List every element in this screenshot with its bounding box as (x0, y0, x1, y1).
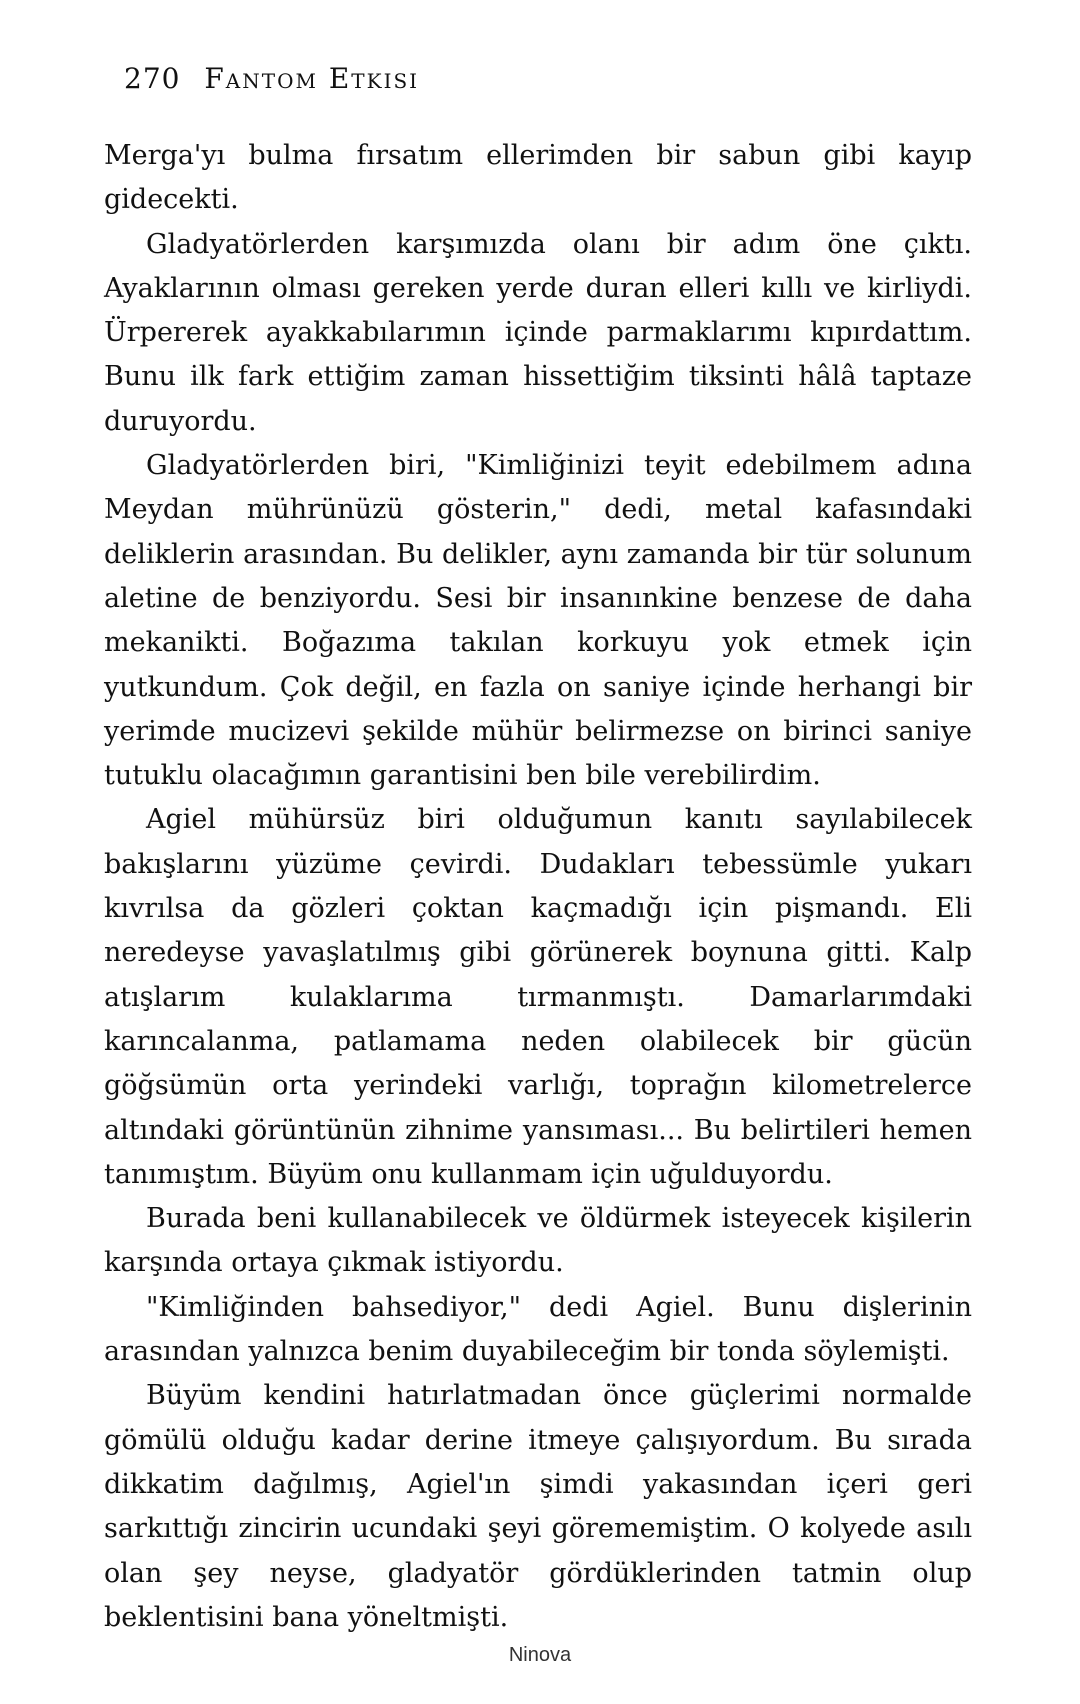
paragraph-2: Gladyatörlerden karşımızda olanı bir adım öne çıktı. Ayaklarının olması gereken yerde duran elleri kıllı ve kirliydi. Ürpererek ayakkabılarımın içinde parmaklarımı kıpırdattım. Bunu ilk fark ettiğim zaman hissettiğim tiksinti hâlâ taptaze duruyordu. (104, 228, 972, 437)
page-number: 270 (124, 62, 181, 95)
book-title: Fantom Etkisi (204, 62, 420, 95)
running-header (124, 62, 419, 95)
paragraph-1: Merga'yı bulma fırsatım ellerimden bir sabun gibi kayıp gidecekti. (104, 140, 972, 216)
paragraph-7: Büyüm kendini hatırlatmadan önce güçlerimi normalde gömülü olduğu kadar derine itmeye çalışıyordum. Bu sırada dikkatim dağılmış, Agiel'ın şimdi yakasından içeri geri sarkıttığı zincirin ucundaki şeyi görememiştim. O kolyede asılı olan şey neyse, gladyatör gördüklerinden tatmin olup beklentisini bana yöneltmişti. (104, 1380, 972, 1633)
paragraph-6: "Kimliğinden bahsediyor," dedi Agiel. Bunu dişlerinin arasından yalnızca benim duyabileceğim bir tonda söylemişti. (104, 1291, 972, 1368)
paragraph-4: Agiel mühürsüz biri olduğumun kanıtı sayılabilecek bakışlarını yüzüme çevirdi. Dudakları tebessümle yukarı kıvrılsa da gözleri çoktan kaçmadığı için pişmandı. Eli neredeyse yavaşlatılmış gibi görünerek boynuna gitti. Kalp atışlarım kulaklarıma tırmanmıştı. Damarlarımdaki karıncalanma, patlamama neden olabilecek bir gücün göğsümün orta yerindeki varlığı, toprağın kilometrelerce altındaki görüntünün zihnime yansıması... Bu belirtileri hemen tanımıştım. Büyüm onu kullanmam için uğulduyordu. (104, 804, 972, 1190)
paragraph-3: Gladyatörlerden biri, "Kimliğinizi teyit edebilmem adına Meydan mührünüzü gösterin," dedi, metal kafasındaki deliklerin arasından. Bu delikler, aynı zamanda bir tür solunum aletine de benziyordu. Sesi bir insanınkine benzese de daha mekanikti. Boğazıma takılan korkuyu yok etmek için yutkundum. Çok değil, en fazla on saniye içinde herhangi bir yerimde mucizevi şekilde mühür belirmezse on birinci saniye tutuklu olacağımın garantisini ben bile verebilirdim. (104, 450, 972, 792)
publisher-footer: Ninova (508, 1644, 572, 1666)
paragraph-5: Burada beni kullanabilecek ve öldürmek isteyecek kişilerin karşında ortaya çıkmak istiyordu. (104, 1203, 972, 1279)
page-body (104, 134, 972, 1640)
